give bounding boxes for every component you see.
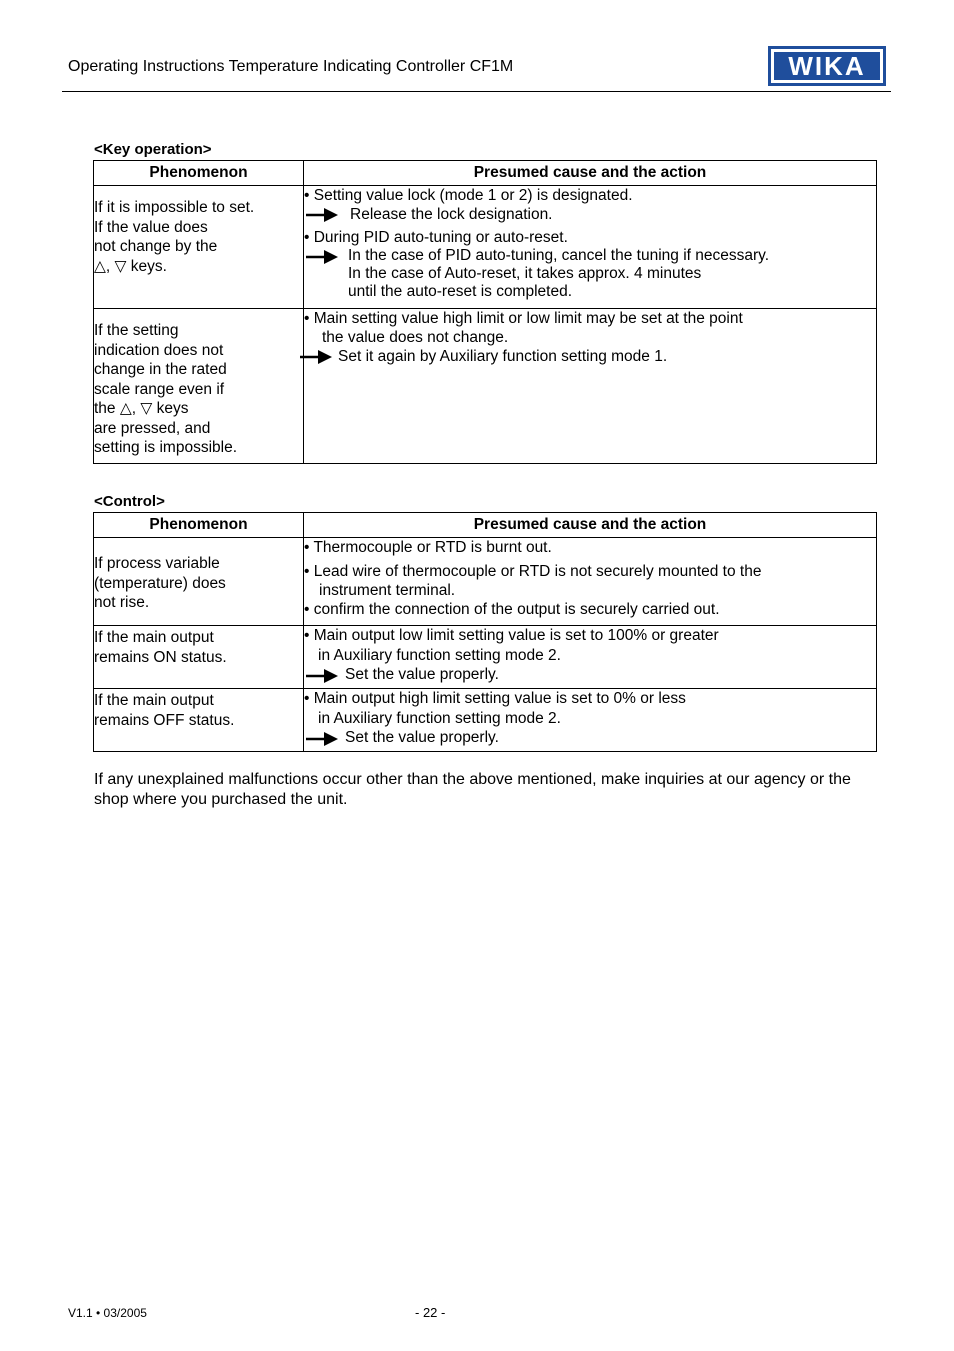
phenomenon-header: Phenomenon [94, 161, 304, 186]
table-header-row [94, 161, 877, 186]
phenomenon-line: change in the rated [94, 361, 227, 378]
arrow-right-icon [306, 732, 338, 746]
phenomenon-line: If process variable [94, 555, 220, 573]
action-text: until the auto-reset is completed. [348, 283, 573, 300]
phenomenon-cell [94, 309, 304, 464]
cause-cell [304, 186, 877, 309]
phenomenon-line: remains OFF status. [94, 711, 235, 729]
phenomenon-cell [94, 538, 304, 626]
cause-text: instrument terminal. [319, 582, 456, 599]
action-line [306, 666, 876, 684]
version-date: V1.1 • 03/2005 [68, 1306, 147, 1320]
cause-text: the value does not change. [322, 329, 509, 346]
logo-background [774, 52, 880, 80]
action-text: In the case of Auto-reset, it takes approx. 4 minutes [348, 265, 702, 282]
cause-cell [304, 626, 877, 689]
action-line [300, 347, 876, 366]
action-text: Release the lock designation. [350, 206, 553, 223]
action-text: In the case of PID auto-tuning, cancel the tuning if necessary. [348, 247, 770, 264]
document-title: Operating Instructions Temperature Indicating Controller CF1M [68, 58, 514, 75]
cause-text: • Thermocouple or RTD is burnt out. [304, 539, 552, 556]
cause-cell [304, 538, 877, 626]
table-row [94, 186, 877, 309]
wika-logo [768, 46, 886, 86]
cause-text: • Lead wire of thermocouple or RTD is not securely mounted to the [304, 563, 762, 580]
cause-text: • Main output high limit setting value is set to 0% or less [304, 690, 686, 707]
cause-text: • Main setting value high limit or low limit may be set at the point [304, 310, 743, 327]
phenomenon-cell [94, 689, 304, 752]
cause-text: in Auxiliary function setting mode 2. [318, 710, 561, 727]
page-number: - 22 - [415, 1305, 446, 1320]
key-operation-table [93, 160, 877, 464]
cause-cell [304, 309, 877, 464]
phenomenon-line: indication does not [94, 341, 224, 359]
table-header-row [94, 513, 877, 538]
table-row [94, 689, 877, 752]
control-heading: <Control> [94, 493, 165, 510]
action-text: Set the value properly. [345, 729, 499, 746]
phenomenon-line: If the main output [94, 629, 214, 646]
phenomenon-line: setting is impossible. [94, 439, 238, 456]
action-block [348, 247, 769, 301]
phenomenon-line: (temperature) does [94, 574, 226, 592]
key-operation-heading: <Key operation> [94, 141, 212, 158]
phenomenon-header: Phenomenon [94, 513, 304, 538]
phenomenon-line: remains ON status. [94, 648, 227, 666]
phenomenon-cell [94, 186, 304, 309]
phenomenon-line: If the main output [94, 692, 214, 709]
phenomenon-line: If it is impossible to set. [94, 199, 255, 216]
table-row [94, 626, 877, 689]
footer-note: If any unexplained malfunctions occur other than the above mentioned, make inquiries at our agency or the shop where you purchased the unit. [94, 771, 851, 808]
header-divider [62, 91, 891, 92]
action-text: Set the value properly. [345, 666, 499, 683]
arrow-right-icon [306, 250, 338, 264]
arrow-right-icon [300, 350, 332, 364]
action-line [306, 205, 876, 224]
phenomenon-line: scale range even if [94, 380, 225, 398]
cause-text: • During PID auto-tuning or auto-reset. [304, 229, 568, 246]
table-row [94, 309, 877, 464]
cause-cell [304, 689, 877, 752]
action-text: Set it again by Auxiliary function setting mode 1. [338, 348, 668, 365]
phenomenon-line: If the value does [94, 218, 208, 236]
action-line [306, 247, 876, 301]
cause-text: • Setting value lock (mode 1 or 2) is designated. [304, 187, 633, 204]
phenomenon-line: not change by the [94, 238, 218, 255]
action-line [306, 729, 876, 747]
logo-text: WIKA [788, 51, 866, 81]
phenomenon-cell [94, 626, 304, 689]
phenomenon-line: △, ▽ keys. [94, 257, 167, 275]
cause-header: Presumed cause and the action [304, 161, 877, 186]
cause-text: • confirm the connection of the output is securely carried out. [304, 601, 720, 618]
cause-text: in Auxiliary function setting mode 2. [318, 647, 561, 664]
phenomenon-line: not rise. [94, 594, 150, 612]
arrow-right-icon [306, 669, 338, 683]
table-row [94, 538, 877, 626]
phenomenon-line: If the setting [94, 322, 179, 339]
control-table [93, 512, 877, 752]
phenomenon-line: the △, ▽ keys [94, 400, 189, 417]
arrow-right-icon [306, 208, 338, 222]
phenomenon-line: are pressed, and [94, 419, 211, 437]
cause-text: • Main output low limit setting value is set to 100% or greater [304, 627, 719, 644]
cause-header: Presumed cause and the action [304, 513, 877, 538]
